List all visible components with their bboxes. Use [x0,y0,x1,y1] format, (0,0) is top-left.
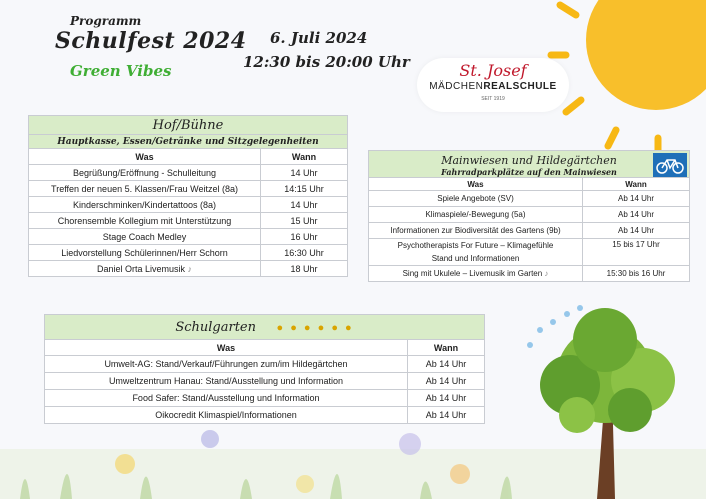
main-subtitle: Fahrradparkplätze auf den Mainwiesen [441,166,617,177]
cell-was [369,239,583,266]
table-row [29,213,348,229]
table-row [369,207,690,223]
hof-buehne-table [28,115,348,277]
col-was: Was [29,149,261,165]
schulgarten-table [44,314,485,424]
cell-was-line2: Stand und Informationen [431,254,520,263]
logo-name-bold: REALSCHULE [483,81,557,92]
cell-was-line1: Psychotherapists For Future – Klimagefühle [397,241,554,250]
cell-wann: 14 Uhr [261,165,348,181]
garten-title: Schulgarten [175,319,256,335]
logo-since: SEIT 1919 [481,96,505,102]
table-row [29,229,348,245]
garten-header [45,315,485,340]
logo-script: St. Josef [459,61,527,80]
cell-wann: Ab 14 Uhr [583,223,690,239]
col-was: Was [369,178,583,191]
logo-name [417,81,569,92]
event-title: Schulfest 2024 [55,28,247,54]
cell-was: Kinderschminken/Kindertattoos (8a) [29,197,261,213]
table-row [369,191,690,207]
table-row [45,390,485,407]
col-wann: Wann [583,178,690,191]
cell-was: Treffen der neuen 5. Klassen/Frau Weitzel (8a) [29,181,261,197]
cell-wann: Ab 14 Uhr [408,407,485,424]
program-label: Programm [70,14,142,28]
cell-was: Food Safer: Stand/Ausstellung und Information [45,390,408,407]
cell-was: Liedvorstellung Schülerinnen/Herr Schorn [29,245,261,261]
sun-illustration [546,0,706,160]
hof-subtitle: Hauptkasse, Essen/Getränke und Sitzgelegenheiten [29,135,348,149]
cell-was: Spiele Angebote (SV) [369,191,583,207]
cell-wann: 14 Uhr [261,197,348,213]
cell-wann: 14:15 Uhr [261,181,348,197]
table-row [45,356,485,373]
cell-was-text: Daniel Orta Livemusik [96,263,185,274]
cell-was: Umwelt-AG: Stand/Verkauf/Führungen zum/im Hildegärtchen [45,356,408,373]
cell-was: Stage Coach Medley [29,229,261,245]
cell-wann: Ab 14 Uhr [408,390,485,407]
cell-wann: 15 bis 17 Uhr [583,239,690,266]
cell-was: Chorensemble Kollegium mit Unterstützung [29,213,261,229]
hof-title: Hof/Bühne [29,116,348,135]
table-row [369,266,690,282]
guitar-icon: ♪ [544,269,549,278]
school-logo [417,58,569,112]
cell-was [29,261,261,277]
table-row [29,197,348,213]
cell-wann: 18 Uhr [261,261,348,277]
guitar-icon: ♪ [187,263,193,274]
cell-was: Umweltzentrum Hanau: Stand/Ausstellung und Information [45,373,408,390]
table-row [29,261,348,277]
cell-wann: Ab 14 Uhr [408,356,485,373]
table-row [29,181,348,197]
cell-was: Begrüßung/Eröffnung - Schulleitung [29,165,261,181]
cell-wann: 16 Uhr [261,229,348,245]
table-row [45,373,485,390]
col-wann: Wann [408,340,485,356]
cell-wann: 15:30 bis 16 Uhr [583,266,690,282]
col-wann: Wann [261,149,348,165]
tree-illustration [515,300,695,499]
cell-wann: Ab 14 Uhr [583,191,690,207]
cell-was [369,266,583,282]
cell-was: Oikocredit Klimaspiel/Informationen [45,407,408,424]
cell-wann: Ab 14 Uhr [408,373,485,390]
cell-was-text: Sing mit Ukulele – Livemusik im Garten [402,269,543,278]
event-date: 6. Juli 2024 [270,29,368,47]
logo-name-light: MÄDCHEN [429,81,484,92]
cell-wann: 16:30 Uhr [261,245,348,261]
cell-was: Klimaspiele/-Bewegung (5a) [369,207,583,223]
mainwiesen-table [368,150,690,282]
table-row [369,239,690,266]
event-motto: Green Vibes [70,62,172,80]
table-row [29,245,348,261]
table-row [45,407,485,424]
bicycle-icon [653,153,687,177]
table-row [29,165,348,181]
cell-wann: Ab 14 Uhr [583,207,690,223]
main-title: Mainwiesen und Hildegärtchen [441,153,617,167]
bees-icon: ● ● ● ● ● ● [276,321,354,334]
main-header [369,151,690,178]
cell-was: Informationen zur Biodiversität des Gartens (9b) [369,223,583,239]
table-row [369,223,690,239]
cell-wann: 15 Uhr [261,213,348,229]
event-time: 12:30 bis 20:00 Uhr [243,53,410,71]
col-was: Was [45,340,408,356]
